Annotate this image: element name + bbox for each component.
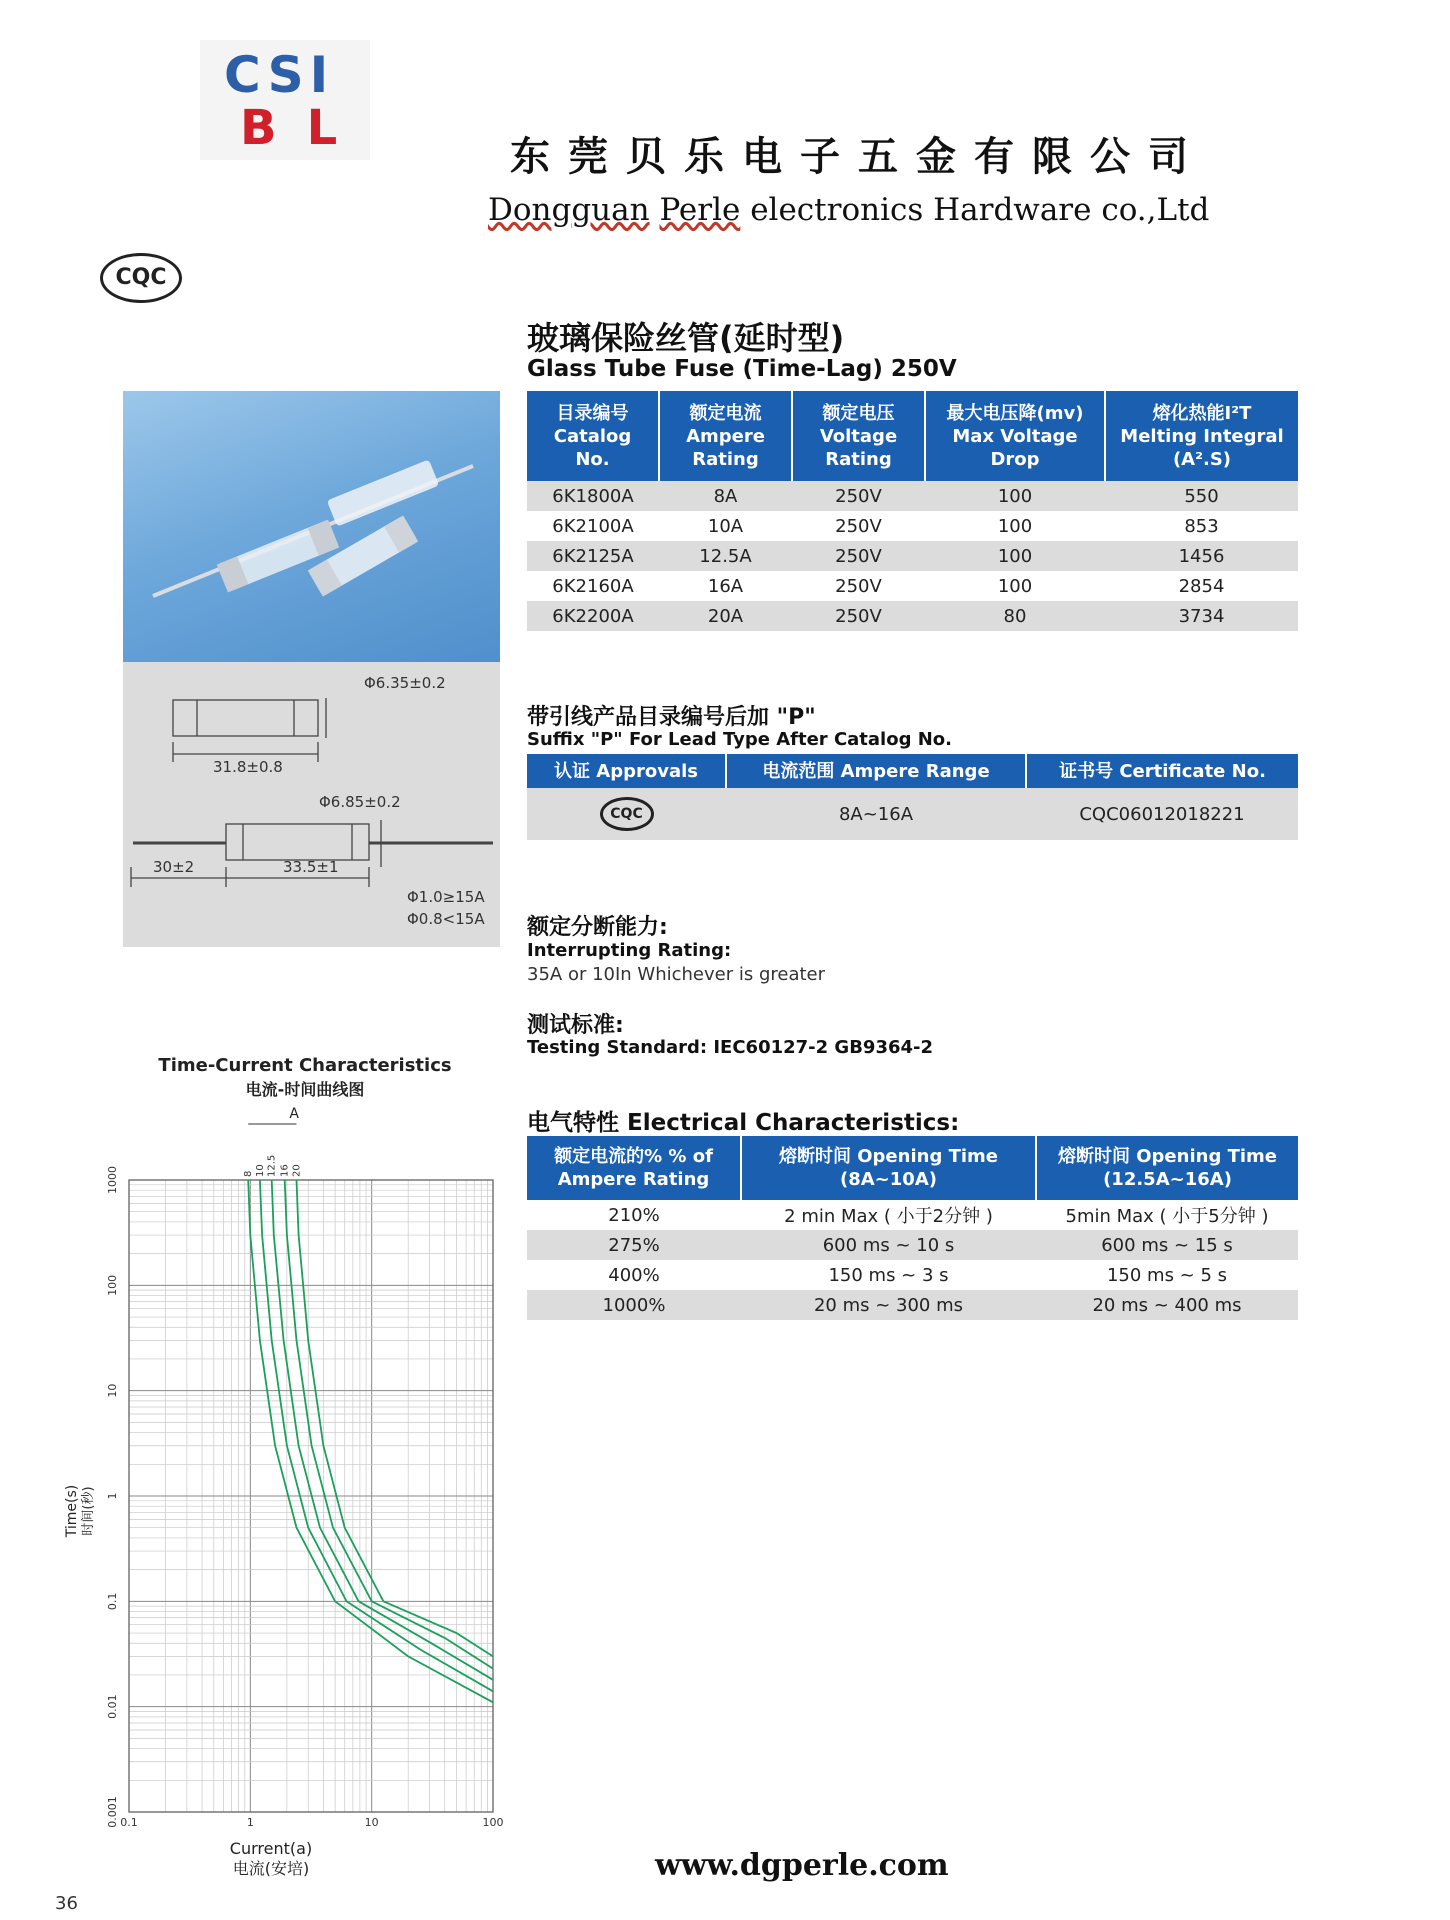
cell (527, 788, 726, 840)
series-label: 10 (254, 1164, 266, 1177)
dim-lead-diameter-2: Φ0.8<15A (407, 910, 485, 928)
series-label: 12.5 (266, 1154, 278, 1177)
cell: 275% (527, 1230, 741, 1260)
x-tick-label: 10 (364, 1816, 379, 1829)
cell: 853 (1184, 515, 1219, 537)
fuse-photo-icon (123, 391, 500, 662)
spec-header-voltage: 额定电压 Voltage Rating (792, 391, 925, 481)
company-name-en-part1: Dongguan (488, 192, 650, 228)
cell: 100 (997, 515, 1033, 537)
electrical-header-time-high: 熔断时间 Opening Time (12.5A~16A) (1036, 1136, 1298, 1200)
table-row (527, 571, 1298, 601)
cell: 600 ms ~ 10 s (741, 1230, 1036, 1260)
spec-table (527, 391, 1298, 631)
table-row (527, 511, 1298, 541)
cell: CQC06012018221 (1026, 788, 1298, 840)
table-row (527, 1260, 1298, 1290)
company-name-en-part2: Perle (659, 192, 741, 228)
y-tick-label: 10 (106, 1383, 119, 1398)
company-name-en (488, 192, 1209, 228)
cell: 100 (997, 575, 1033, 597)
y-tick-label: 0.01 (106, 1694, 119, 1719)
cell: 6K2200A (527, 601, 659, 631)
electrical-header-time-low: 熔断时间 Opening Time (8A~10A) (741, 1136, 1036, 1200)
chart-title: Time-Current Characteristics (158, 1055, 452, 1076)
interrupting-value: 35A or 10In Whichever is greater (527, 964, 826, 985)
cell: 20A (659, 601, 792, 631)
cell: 6K2125A (527, 541, 659, 571)
electrical-table (527, 1136, 1298, 1320)
series-label: 20 (291, 1164, 303, 1177)
y-axis-label-cn: 时间(秒) (81, 1486, 96, 1536)
cell: 10A (707, 515, 744, 537)
testing-title-en: Testing Standard: IEC60127-2 GB9364-2 (527, 1037, 934, 1058)
top-label: A (289, 1106, 300, 1122)
x-tick-label: 0.1 (120, 1816, 138, 1829)
cell: 150 ms ~ 3 s (828, 1264, 949, 1286)
cell: 250V (792, 601, 925, 631)
cell: 3734 (1105, 601, 1298, 631)
company-name-en-part3: electronics Hardware co.,Ltd (750, 192, 1210, 228)
cqc-mark-icon: CQC (100, 253, 182, 303)
cell: 250V (835, 575, 882, 597)
page-number: 36 (55, 1893, 78, 1914)
y-tick-label: 0.001 (106, 1796, 119, 1828)
cell: 6K2160A (552, 575, 634, 597)
product-title-en: Glass Tube Fuse (Time-Lag) 250V (527, 356, 957, 382)
electrical-title: 电气特性 Electrical Characteristics: (527, 1110, 960, 1136)
cell: 5min Max ( 小于5分钟 ) (1065, 1206, 1269, 1227)
table-row (527, 541, 1298, 571)
table-row (527, 1290, 1298, 1320)
y-tick-label: 1 (106, 1492, 119, 1500)
series-label: 8 (243, 1170, 255, 1177)
approval-table (527, 754, 1298, 840)
chart-subtitle: 电流-时间曲线图 (245, 1080, 365, 1099)
cell: 16A (707, 575, 744, 597)
y-tick-label: 0.1 (106, 1592, 119, 1611)
table-row (527, 601, 1298, 631)
cell: 8A~16A (726, 788, 1026, 840)
suffix-title-en: Suffix "P" For Lead Type After Catalog No. (527, 729, 953, 750)
dimension-drawing (123, 662, 500, 947)
cell: 210% (608, 1204, 660, 1226)
cell: 400% (608, 1264, 660, 1286)
series-label: 16 (279, 1164, 291, 1177)
product-photo (123, 391, 500, 662)
x-tick-label: 1 (246, 1816, 254, 1829)
table-row (527, 1230, 1298, 1260)
cell: 150 ms ~ 5 s (1106, 1264, 1228, 1286)
interrupting-title-en: Interrupting Rating: (527, 940, 732, 961)
cell: 2 min Max ( 小于2分钟 ) (784, 1206, 993, 1227)
series-line-12.5 (272, 1180, 493, 1680)
cell: 8A (659, 481, 792, 511)
spec-header-melting: 熔化热能I²T Melting Integral (A².S) (1105, 391, 1298, 481)
x-tick-label: 100 (482, 1816, 504, 1829)
cell: 100 (925, 541, 1105, 571)
series-line-10 (260, 1180, 493, 1691)
cell: 20 ms ~ 400 ms (1036, 1290, 1298, 1320)
x-axis-label-cn: 电流(安培) (232, 1859, 310, 1878)
table-row (527, 788, 1298, 840)
y-axis-label: Time(s) (64, 1484, 80, 1538)
table-row (527, 1200, 1298, 1230)
electrical-table-header (527, 1136, 1298, 1200)
spec-header-voltage-drop: 最大电压降(mv) Max Voltage Drop (925, 391, 1105, 481)
y-tick-label: 1000 (106, 1166, 119, 1194)
suffix-title-cn: 带引线产品目录编号后加 "P" (527, 705, 816, 730)
cell: 6K2100A (552, 515, 634, 537)
spec-table-header (527, 391, 1298, 481)
approval-header-cert: 证书号 Certificate No. (1026, 754, 1298, 788)
x-axis-label: Current(a) (229, 1839, 313, 1858)
dim-length-1: 31.8±0.8 (213, 758, 283, 776)
approval-header-range: 电流范围 Ampere Range (726, 754, 1026, 788)
cell: 1456 (1105, 541, 1298, 571)
spec-header-ampere: 额定电流 Ampere Rating (659, 391, 792, 481)
cell: 12.5A (659, 541, 792, 571)
cell: 20 ms ~ 300 ms (741, 1290, 1036, 1320)
electrical-header-percent: 额定电流的% % of Ampere Rating (527, 1136, 741, 1200)
testing-title-cn: 测试标准: (527, 1013, 624, 1038)
company-name-cn: 东莞贝乐电子五金有限公司 (510, 133, 1206, 180)
footer-url: www.dgperle.com (655, 1848, 949, 1883)
cell: 100 (925, 481, 1105, 511)
cqc-mark-icon: CQC (600, 797, 654, 831)
company-logo (200, 40, 370, 160)
cell: 250V (792, 481, 925, 511)
spec-header-catalog: 目录编号 Catalog No. (527, 391, 659, 481)
cell: 2854 (1178, 575, 1225, 597)
dim-lead-diameter-1: Φ1.0≥15A (407, 888, 485, 906)
approval-table-header (527, 754, 1298, 788)
cell: 600 ms ~ 15 s (1036, 1230, 1298, 1260)
cell: 550 (1105, 481, 1298, 511)
table-row (527, 481, 1298, 511)
logo-bottom-text: BL (240, 100, 368, 156)
dim-diameter-1: Φ6.35±0.2 (364, 674, 446, 692)
cell: 250V (835, 515, 882, 537)
cell: 1000% (527, 1290, 741, 1320)
y-tick-label: 100 (106, 1274, 119, 1296)
dim-length-2: 33.5±1 (283, 858, 339, 876)
logo-top-text: CSI (224, 46, 335, 104)
dim-lead-length: 30±2 (153, 858, 195, 876)
cell: 6K1800A (527, 481, 659, 511)
dim-diameter-2: Φ6.85±0.2 (319, 793, 401, 811)
product-title-cn: 玻璃保险丝管(延时型) (527, 319, 845, 357)
time-current-chart (60, 1100, 504, 1880)
cell: 250V (792, 541, 925, 571)
interrupting-title-cn: 额定分断能力: (527, 915, 668, 940)
approval-header-approvals: 认证 Approvals (527, 754, 726, 788)
cell: 80 (925, 601, 1105, 631)
